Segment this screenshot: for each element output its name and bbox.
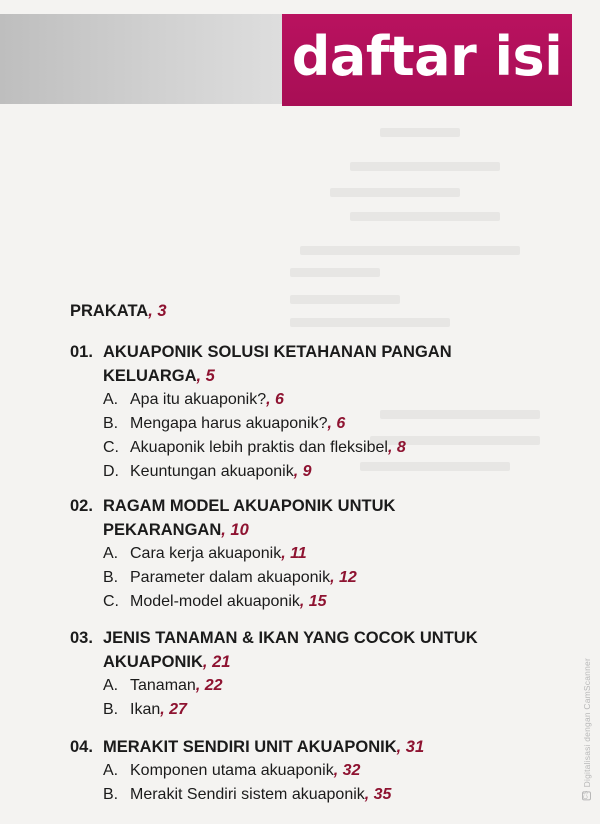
chapter-page-number: , 5: [196, 367, 215, 385]
scanner-watermark: [582, 658, 592, 800]
chapter-title: MERAKIT SENDIRI UNIT AKUAPONIK, 31: [103, 738, 425, 756]
chapter-number: 02.: [70, 497, 93, 515]
watermark-text: Digitalisasi dengan CamScanner: [582, 657, 592, 787]
toc-entry-prakata[interactable]: [70, 302, 167, 321]
toc-subentry[interactable]: A. Cara kerja akuaponik, 11: [103, 545, 307, 562]
page-title: daftar isi: [291, 24, 563, 88]
header-grey-block: [0, 14, 285, 104]
prakata-label: PRAKATA: [70, 302, 149, 320]
toc-subentry[interactable]: A. Komponen utama akuaponik, 32: [103, 762, 361, 779]
chapter-page-number: , 21: [202, 653, 231, 671]
toc-subentry[interactable]: A. Apa itu akuaponik?, 6: [103, 391, 284, 408]
chapter-page-number: , 10: [221, 521, 249, 539]
chapter-title: AKUAPONIK SOLUSI KETAHANAN PANGAN KELUARGA, 5: [103, 343, 452, 385]
toc-subentry[interactable]: C. Akuaponik lebih praktis dan fleksibel, 8: [103, 439, 406, 456]
chapter-title: RAGAM MODEL AKUAPONIK UNTUK PEKARANGAN, 10: [103, 497, 396, 539]
chapter-page-number: , 31: [396, 738, 425, 756]
toc-subentry[interactable]: B. Ikan, 27: [103, 701, 187, 718]
chapter-heading[interactable]: [70, 735, 490, 759]
chapter-heading[interactable]: [70, 626, 490, 674]
prakata-page-number: , 3: [148, 302, 167, 320]
toc-subentry[interactable]: D. Keuntungan akuaponik, 9: [103, 463, 312, 480]
chapter-number: 03.: [70, 629, 93, 647]
toc-subentry[interactable]: B. Parameter dalam akuaponik, 12: [103, 569, 357, 586]
toc-subentry[interactable]: A. Tanaman, 22: [103, 677, 223, 694]
chapter-heading[interactable]: [70, 494, 490, 542]
chapter-title: JENIS TANAMAN & IKAN YANG COCOK UNTUK AKUAPONIK, 21: [103, 629, 478, 671]
chapter-number: 04.: [70, 738, 93, 756]
camscanner-icon: CS: [583, 790, 590, 799]
chapter-01: [70, 340, 490, 484]
toc-subentry[interactable]: B. Merakit Sendiri sistem akuaponik, 35: [103, 786, 392, 803]
toc-subentry[interactable]: B. Mengapa harus akuaponik?, 6: [103, 415, 346, 432]
chapter-03: [70, 626, 490, 722]
header-band: [282, 14, 572, 106]
toc-subentry[interactable]: C. Model-model akuaponik, 15: [103, 593, 327, 610]
chapter-02: [70, 494, 490, 614]
chapter-heading[interactable]: [70, 340, 490, 388]
chapter-number: 01.: [70, 343, 93, 361]
chapter-04: [70, 735, 490, 807]
